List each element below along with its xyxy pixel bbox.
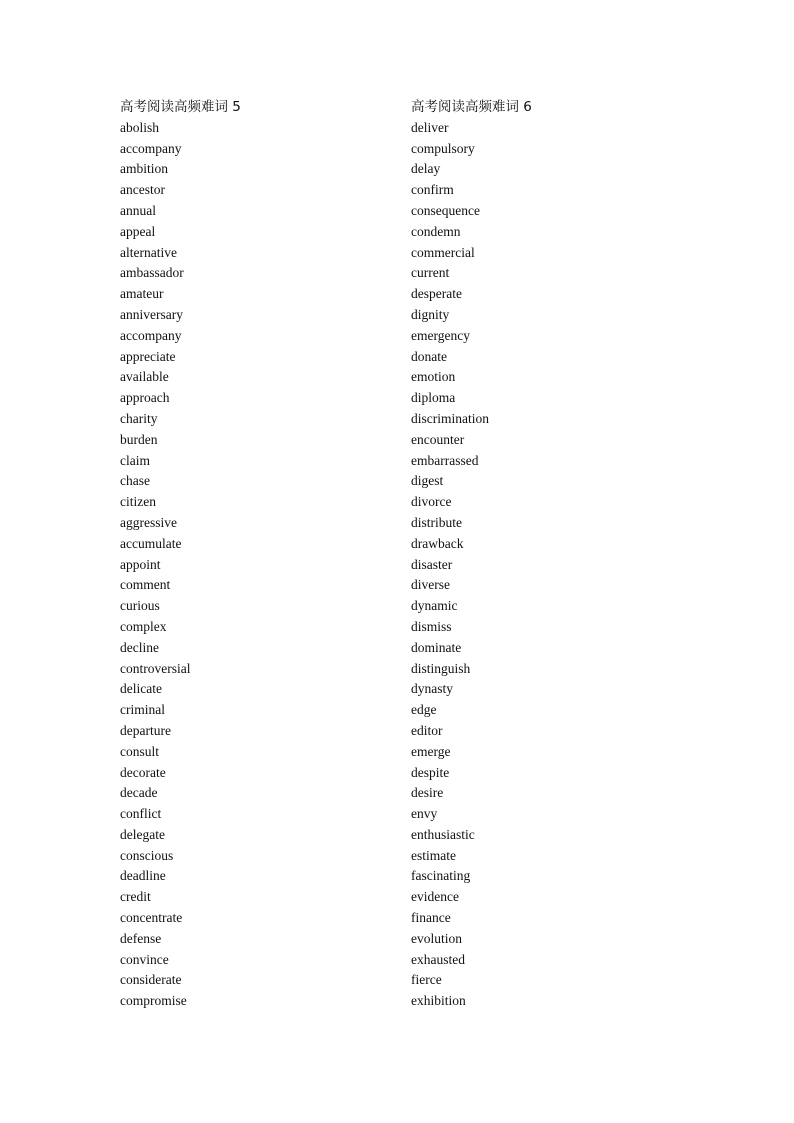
word-item: anniversary bbox=[120, 306, 183, 322]
word-item: ambassador bbox=[120, 265, 184, 281]
word-item: donate bbox=[411, 348, 447, 364]
word-item: ambition bbox=[120, 161, 168, 177]
word-item: emergency bbox=[411, 327, 470, 343]
word-item: estimate bbox=[411, 847, 456, 863]
word-item: finance bbox=[411, 910, 451, 926]
word-item: alternative bbox=[120, 244, 177, 260]
word-item: deadline bbox=[120, 868, 166, 884]
word-item: decorate bbox=[120, 764, 166, 780]
word-item: conscious bbox=[120, 847, 174, 863]
word-item: departure bbox=[120, 722, 171, 738]
word-item: consult bbox=[120, 743, 159, 759]
word-item: commercial bbox=[411, 244, 475, 260]
word-item: evidence bbox=[411, 889, 459, 905]
word-item: diploma bbox=[411, 390, 456, 406]
word-item: citizen bbox=[120, 494, 156, 510]
word-item: condemn bbox=[411, 223, 461, 239]
word-item: charity bbox=[120, 410, 158, 426]
word-item: encounter bbox=[411, 431, 465, 447]
word-item: emotion bbox=[411, 369, 456, 385]
word-item: disaster bbox=[411, 556, 453, 572]
column-title-5: 高考阅读高频难词 5 bbox=[120, 99, 241, 115]
word-column-6 bbox=[411, 97, 671, 1012]
word-item: edge bbox=[411, 702, 437, 718]
word-item: consequence bbox=[411, 202, 480, 218]
word-item: ancestor bbox=[120, 182, 165, 198]
word-item: current bbox=[411, 265, 450, 281]
word-item: decline bbox=[120, 639, 159, 655]
word-item: dynasty bbox=[411, 681, 453, 697]
word-item: curious bbox=[120, 598, 160, 614]
word-item: evolution bbox=[411, 930, 462, 946]
word-item: amateur bbox=[120, 286, 164, 302]
word-item: envy bbox=[411, 806, 438, 822]
word-item: despite bbox=[411, 764, 450, 780]
word-item: deliver bbox=[411, 119, 449, 135]
word-item: delicate bbox=[120, 681, 162, 697]
word-item: approach bbox=[120, 390, 170, 406]
word-item: digest bbox=[411, 473, 444, 489]
word-item: appreciate bbox=[120, 348, 176, 364]
word-item: exhausted bbox=[411, 951, 465, 967]
word-item: distribute bbox=[411, 514, 462, 530]
word-item: aggressive bbox=[120, 514, 177, 530]
word-item: credit bbox=[120, 889, 151, 905]
word-item: confirm bbox=[411, 182, 454, 198]
word-item: compulsory bbox=[411, 140, 475, 156]
word-item: editor bbox=[411, 722, 443, 738]
word-item: accompany bbox=[120, 327, 182, 343]
word-item: considerate bbox=[120, 972, 182, 988]
word-item: embarrassed bbox=[411, 452, 479, 468]
word-item: dynamic bbox=[411, 598, 458, 614]
word-item: appeal bbox=[120, 223, 156, 239]
word-item: dismiss bbox=[411, 618, 452, 634]
word-list-6 bbox=[411, 118, 671, 1012]
word-item: enthusiastic bbox=[411, 826, 475, 842]
word-item: diverse bbox=[411, 577, 450, 593]
word-item: conflict bbox=[120, 806, 162, 822]
word-item: delegate bbox=[120, 826, 165, 842]
word-list-5 bbox=[120, 118, 380, 1012]
word-item: desire bbox=[411, 785, 444, 801]
word-item: desperate bbox=[411, 286, 462, 302]
word-item: claim bbox=[120, 452, 150, 468]
word-item: abolish bbox=[120, 119, 159, 135]
word-item: chase bbox=[120, 473, 150, 489]
word-item: exhibition bbox=[411, 993, 466, 1009]
word-item: defense bbox=[120, 930, 162, 946]
word-item: decade bbox=[120, 785, 158, 801]
word-item: concentrate bbox=[120, 910, 183, 926]
word-item: appoint bbox=[120, 556, 161, 572]
word-item: annual bbox=[120, 202, 156, 218]
word-item: available bbox=[120, 369, 169, 385]
word-item: delay bbox=[411, 161, 441, 177]
word-item: discrimination bbox=[411, 410, 489, 426]
word-item: criminal bbox=[120, 702, 165, 718]
word-item: drawback bbox=[411, 535, 464, 551]
word-item: distinguish bbox=[411, 660, 471, 676]
word-item: complex bbox=[120, 618, 167, 634]
word-item: emerge bbox=[411, 743, 451, 759]
word-item: convince bbox=[120, 951, 169, 967]
word-item: dignity bbox=[411, 306, 450, 322]
word-item: controversial bbox=[120, 660, 191, 676]
word-item: comment bbox=[120, 577, 171, 593]
word-item: burden bbox=[120, 431, 158, 447]
word-item: dominate bbox=[411, 639, 462, 655]
word-item: compromise bbox=[120, 993, 187, 1009]
word-item: accumulate bbox=[120, 535, 182, 551]
word-item: fascinating bbox=[411, 868, 471, 884]
word-item: accompany bbox=[120, 140, 182, 156]
column-title-6: 高考阅读高频难词 6 bbox=[411, 99, 532, 115]
word-item: divorce bbox=[411, 494, 452, 510]
word-column-5 bbox=[120, 97, 380, 1012]
word-item: fierce bbox=[411, 972, 442, 988]
